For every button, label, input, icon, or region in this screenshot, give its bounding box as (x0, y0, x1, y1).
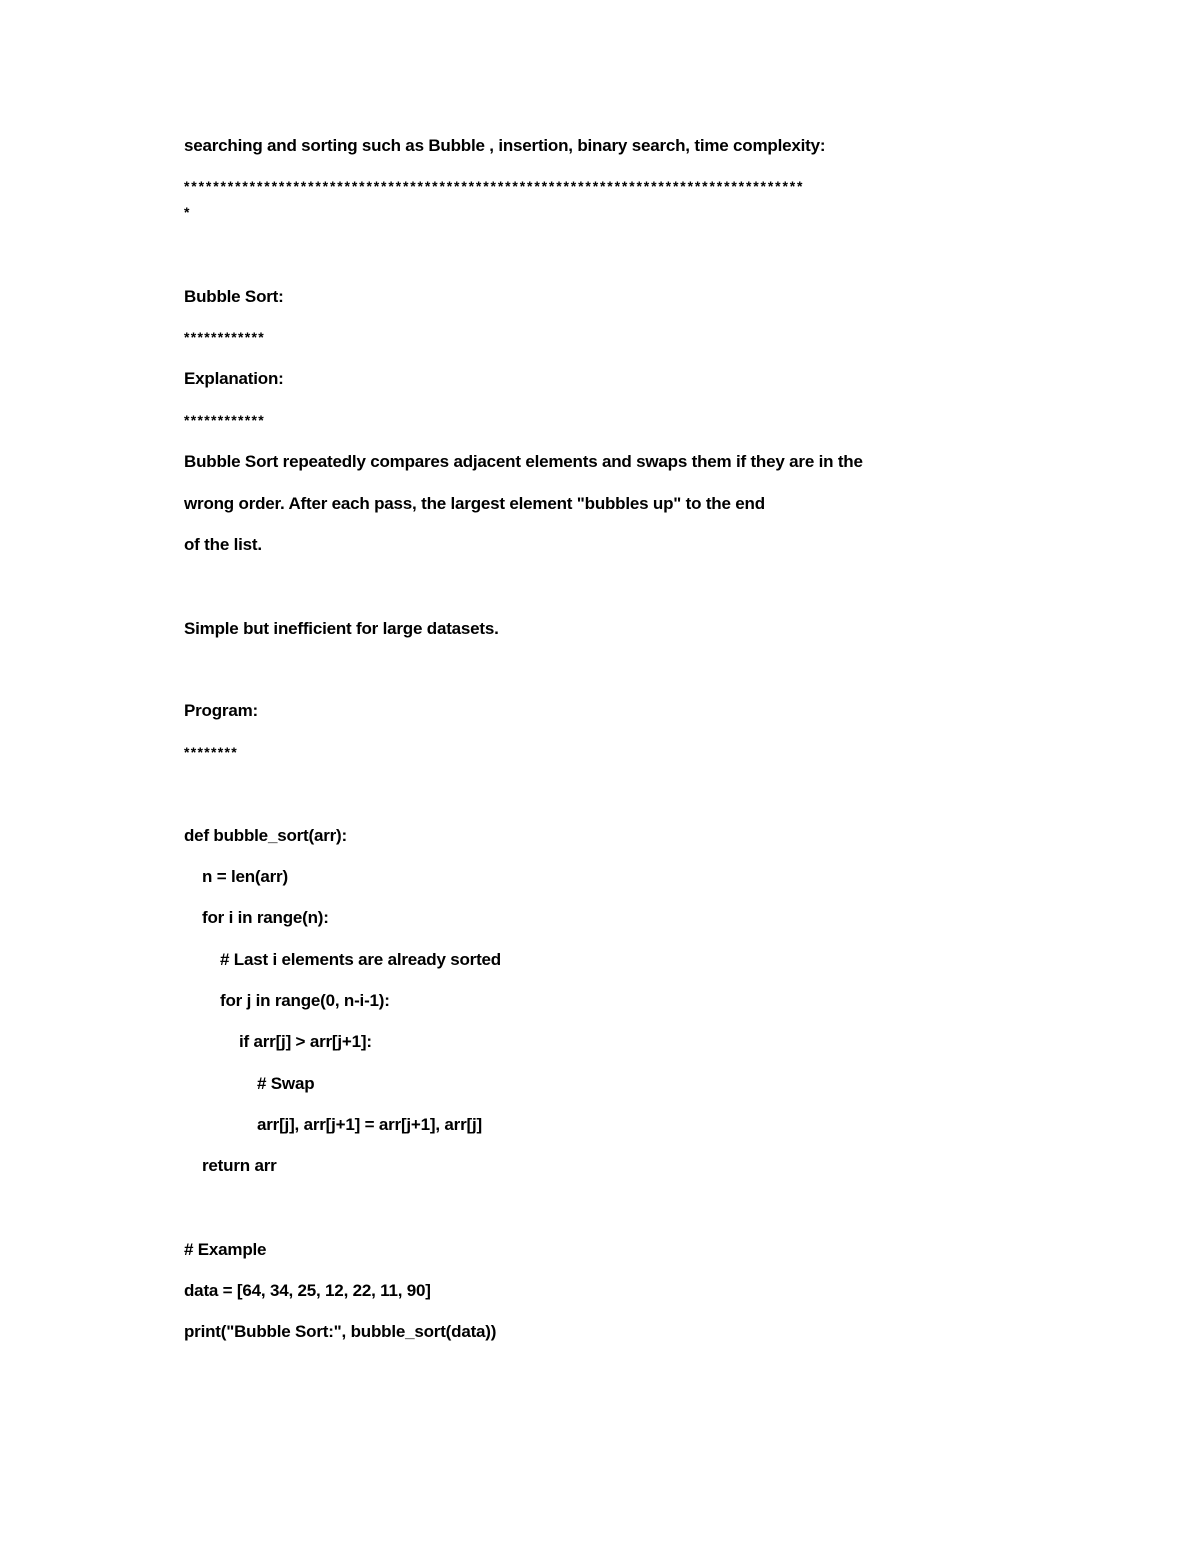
code-line: for j in range(0, n-i-1): (220, 991, 390, 1010)
explanation-line: Bubble Sort repeatedly compares adjacent elements and swaps them if they are in the (184, 452, 863, 471)
example-line: data = [64, 34, 25, 12, 22, 11, 90] (184, 1281, 431, 1300)
document-heading: searching and sorting such as Bubble , insertion, binary search, time complexity: (184, 136, 826, 155)
section-title-underline: ************ (184, 329, 265, 345)
explanation-line: of the list. (184, 535, 262, 554)
note-text: Simple but inefficient for large datasets. (184, 619, 499, 638)
code-line: def bubble_sort(arr): (184, 826, 347, 845)
example-line: print("Bubble Sort:", bubble_sort(data)) (184, 1322, 497, 1341)
code-line: # Last i elements are already sorted (220, 950, 501, 969)
example-line: # Example (184, 1240, 267, 1259)
code-line: n = len(arr) (202, 867, 288, 886)
explanation-line: wrong order. After each pass, the largest element "bubbles up" to the end (184, 494, 765, 513)
code-line: if arr[j] > arr[j+1]: (239, 1032, 372, 1051)
code-line: arr[j], arr[j+1] = arr[j+1], arr[j] (257, 1115, 482, 1134)
program-underline: ******** (184, 744, 238, 760)
code-line: for i in range(n): (202, 908, 329, 927)
section-title: Bubble Sort: (184, 287, 284, 306)
separator-line: ************************************************************************************* (184, 178, 805, 194)
separator-line-tail: * (184, 204, 192, 220)
explanation-underline: ************ (184, 412, 265, 428)
explanation-label: Explanation: (184, 369, 284, 388)
code-line: return arr (202, 1156, 277, 1175)
code-line: # Swap (257, 1074, 315, 1093)
program-label: Program: (184, 701, 258, 720)
